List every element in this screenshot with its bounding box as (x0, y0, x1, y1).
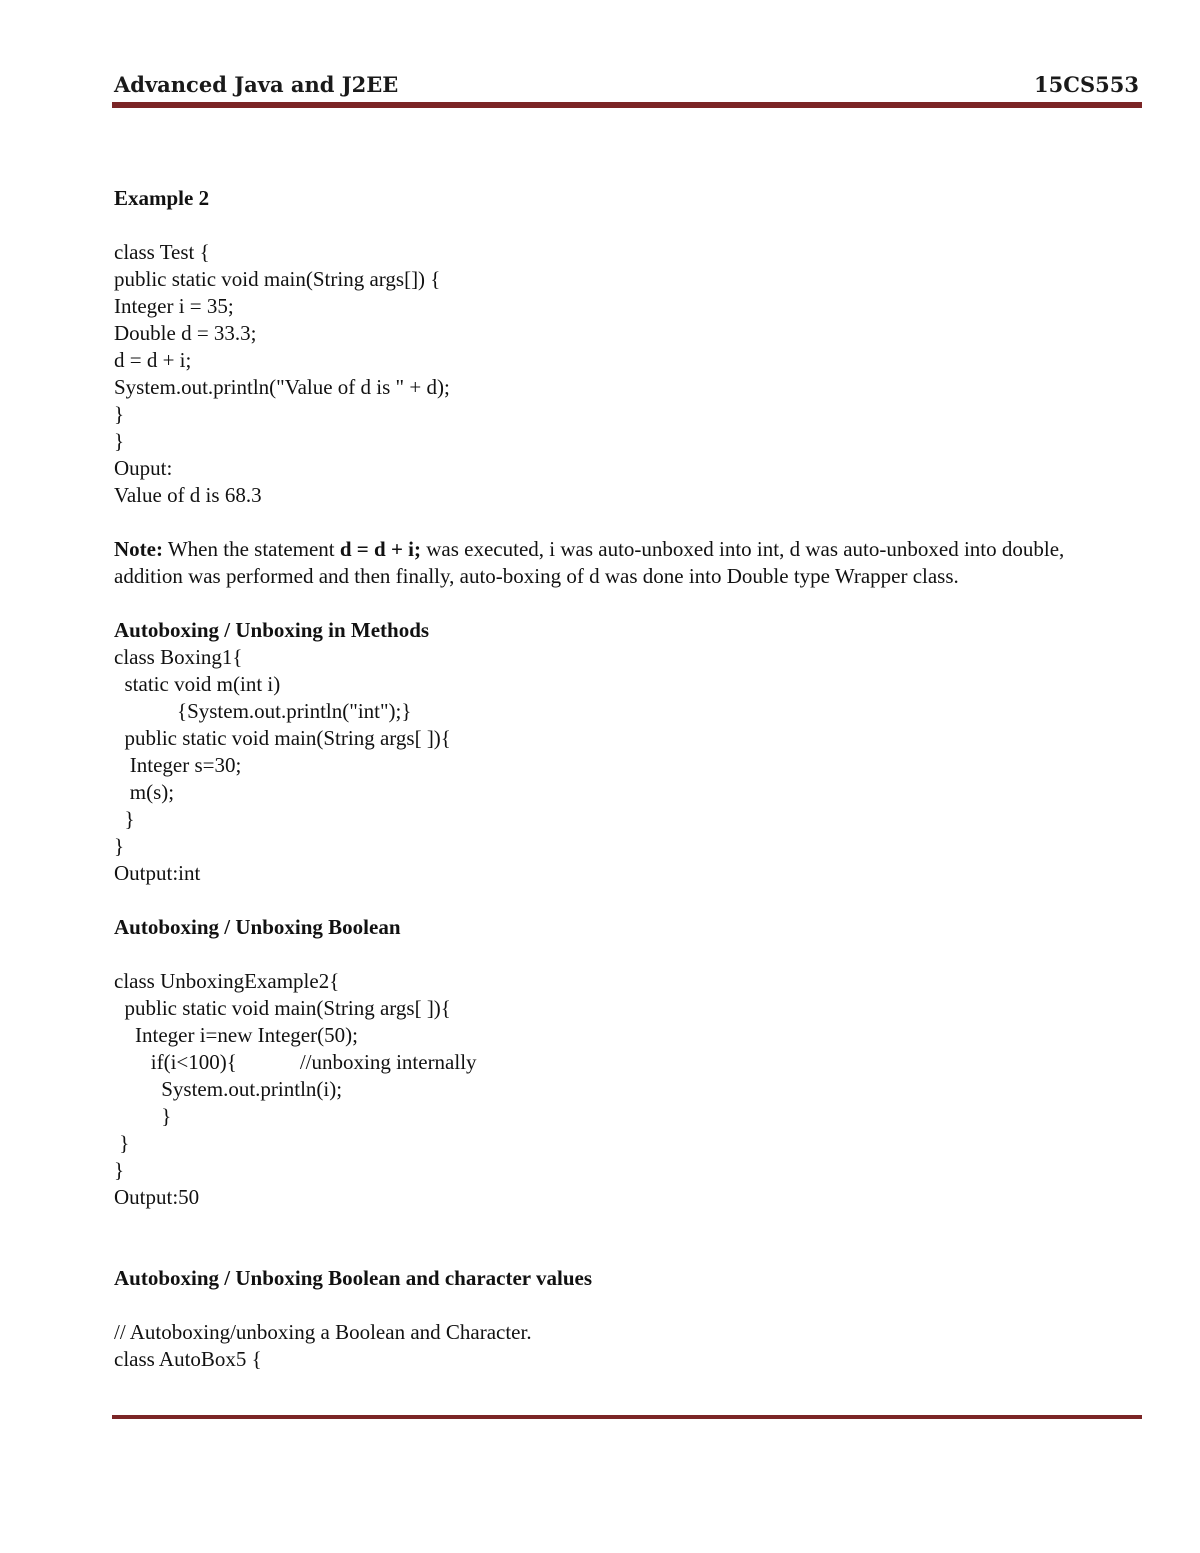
code-line: } (114, 1104, 172, 1128)
code-line: public static void main(String args[ ]){ (114, 996, 451, 1020)
page-content (114, 185, 1114, 1373)
course-code: 15CS553 (1034, 72, 1139, 97)
bool-char-heading: Autoboxing / Unboxing Boolean and character values (114, 1266, 593, 1290)
code-line: System.out.println("Value of d is " + d); (114, 375, 450, 399)
code-line: m(s); (114, 780, 175, 804)
code-line: public static void main(String args[ ]){ (114, 726, 451, 750)
boolean-code (114, 968, 1114, 1211)
note-text-after: was executed, i was auto-unboxed into int, d was auto-unboxed into double, addition was performed and then finally, auto-boxing of d was done into Double type Wrapper class. (114, 537, 1065, 588)
code-line: static void m(int i) (114, 672, 281, 696)
code-line: class UnboxingExample2{ (114, 969, 340, 993)
note-statement: d = d + i; (339, 537, 421, 561)
code-line: Ouput: (114, 456, 173, 480)
note-text-before: When the statement (162, 537, 340, 561)
code-line: public static void main(String args[]) { (114, 267, 441, 291)
code-line: } (114, 1131, 130, 1155)
code-line: Double d = 33.3; (114, 321, 257, 345)
code-line: Value of d is 68.3 (114, 483, 262, 507)
code-line: System.out.println(i); (114, 1077, 343, 1101)
code-line: Output:50 (114, 1185, 200, 1209)
methods-heading: Autoboxing / Unboxing in Methods (114, 618, 430, 642)
code-line: Output:int (114, 861, 201, 885)
code-line: Integer s=30; (114, 753, 242, 777)
note-paragraph (114, 536, 1114, 590)
code-line: {System.out.println("int");} (114, 699, 412, 723)
code-line: } (114, 429, 125, 453)
code-line: class Boxing1{ (114, 645, 243, 669)
page-header (114, 70, 1139, 102)
code-line: Integer i=new Integer(50); (114, 1023, 358, 1047)
code-line: class AutoBox5 { (114, 1347, 262, 1371)
footer-rule (112, 1415, 1142, 1419)
bool-char-code (114, 1319, 1114, 1373)
note-label: Note: (114, 537, 163, 561)
code-line: d = d + i; (114, 348, 192, 372)
code-line: } (114, 1158, 125, 1182)
boolean-heading: Autoboxing / Unboxing Boolean (114, 915, 401, 939)
methods-code (114, 644, 1114, 887)
header-rule (112, 102, 1142, 108)
code-line: class Test { (114, 240, 210, 264)
example2-heading: Example 2 (114, 186, 210, 210)
code-line: } (114, 807, 135, 831)
code-line: Integer i = 35; (114, 294, 234, 318)
code-line: } (114, 402, 125, 426)
code-line: } (114, 834, 125, 858)
header-title: Advanced Java and J2EE (114, 72, 399, 97)
code-line: // Autoboxing/unboxing a Boolean and Character. (114, 1320, 532, 1344)
example2-code (114, 239, 1114, 509)
code-line: if(i<100){ //unboxing internally (114, 1050, 477, 1074)
